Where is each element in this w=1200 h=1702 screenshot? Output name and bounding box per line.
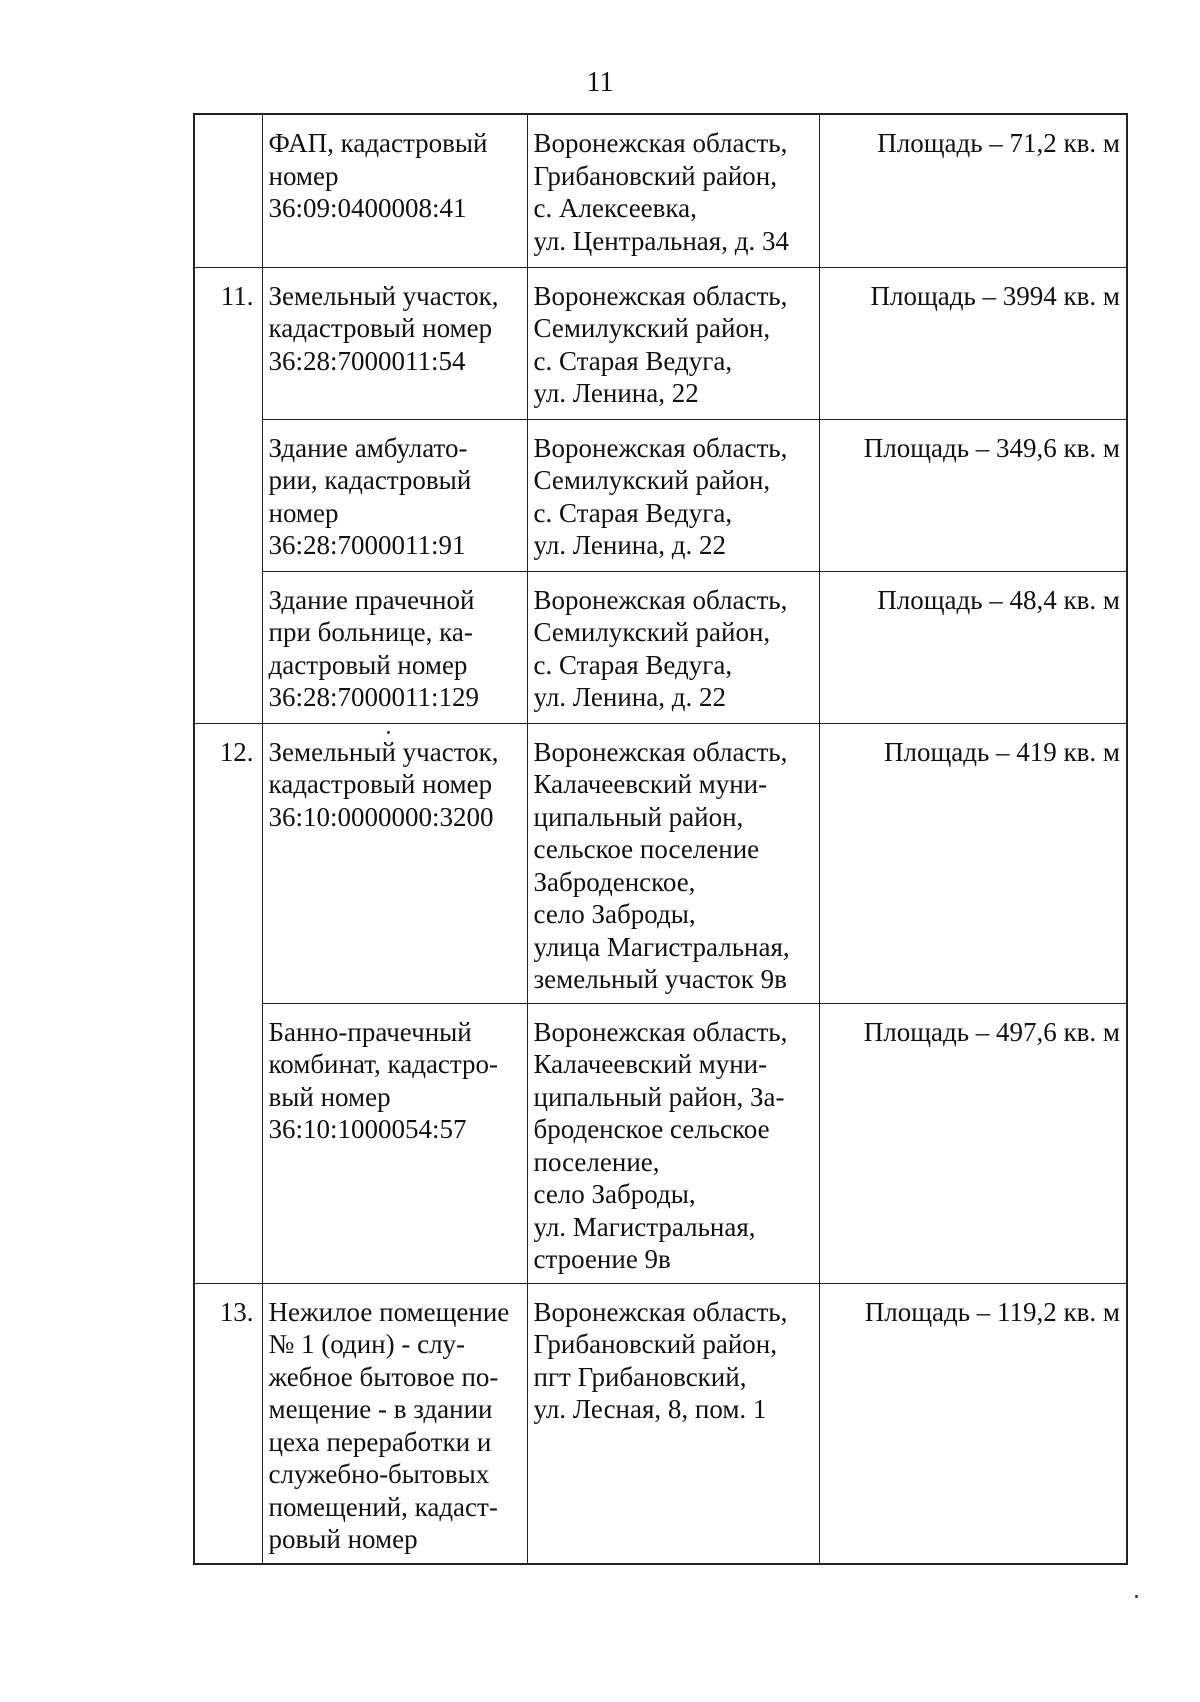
object-area: Площадь – 119,2 кв. м [819,1283,1127,1564]
object-address: Воронежская область, Семилукский район, с. Старая Ведуга, ул. Ленина, д. 22 [527,419,819,571]
table-row [194,571,1127,723]
table-row [194,419,1127,571]
table-row [194,114,1127,267]
object-description: Банно-прачечный комбинат, кадастро- вый номер 36:10:1000054:57 [262,1003,527,1283]
object-description: Здание прачечной при больнице, ка- дастровый номер 36:28:7000011:129 [262,571,527,723]
row-number [194,114,262,267]
row-number [194,571,262,723]
scan-dot-mark [1135,1595,1138,1598]
object-area: Площадь – 349,6 кв. м [819,419,1127,571]
object-address: Воронежская область, Калачеевский муни- ципальный район, сельское поселение Заброденское, село Заброды, улица Магистральная, земельный участок 9в [527,723,819,1003]
object-description: Здание амбулато- рии, кадастровый номер 36:28:7000011:91 [262,419,527,571]
property-table [193,113,1128,1565]
table-row [194,267,1127,419]
row-number: 13. [194,1283,262,1564]
object-address: Воронежская область, Семилукский район, с. Старая Ведуга, ул. Ленина, 22 [527,267,819,419]
object-address: Воронежская область, Семилукский район, с. Старая Ведуга, ул. Ленина, д. 22 [527,571,819,723]
object-area: Площадь – 497,6 кв. м [819,1003,1127,1283]
row-number: 12. [194,723,262,1003]
object-address: Воронежская область, Грибановский район, с. Алексеевка, ул. Центральная, д. 34 [527,114,819,267]
object-area: Площадь – 71,2 кв. м [819,114,1127,267]
object-description: Нежилое помещение № 1 (один) - слу- жебное бытовое по- мещение - в здании цеха переработки и служебно-бытовых помещений, кадаст- ровый номер [262,1283,527,1564]
row-number [194,419,262,571]
row-number: 11. [194,267,262,419]
object-description: ФАП, кадастровый номер 36:09:0400008:41 [262,114,527,267]
object-address: Воронежская область, Калачеевский муни- ципальный район, За- броденское сельское поселение, село Заброды, ул. Магистральная, строение 9в [527,1003,819,1283]
object-area: Площадь – 48,4 кв. м [819,571,1127,723]
table-row [194,1003,1127,1283]
object-description: Земельный участок, кадастровый номер 36:28:7000011:54 [262,267,527,419]
object-description: Земельный участок, кадастровый номер 36:10:0000000:3200 [262,723,527,1003]
object-area: Площадь – 3994 кв. м [819,267,1127,419]
object-address: Воронежская область, Грибановский район, пгт Грибановский, ул. Лесная, 8, пом. 1 [527,1283,819,1564]
table-row [194,723,1127,1003]
scan-dot-mark [387,731,390,734]
object-area: Площадь – 419 кв. м [819,723,1127,1003]
page-number: 11 [586,67,614,98]
table-row [194,1283,1127,1564]
row-number [194,1003,262,1283]
